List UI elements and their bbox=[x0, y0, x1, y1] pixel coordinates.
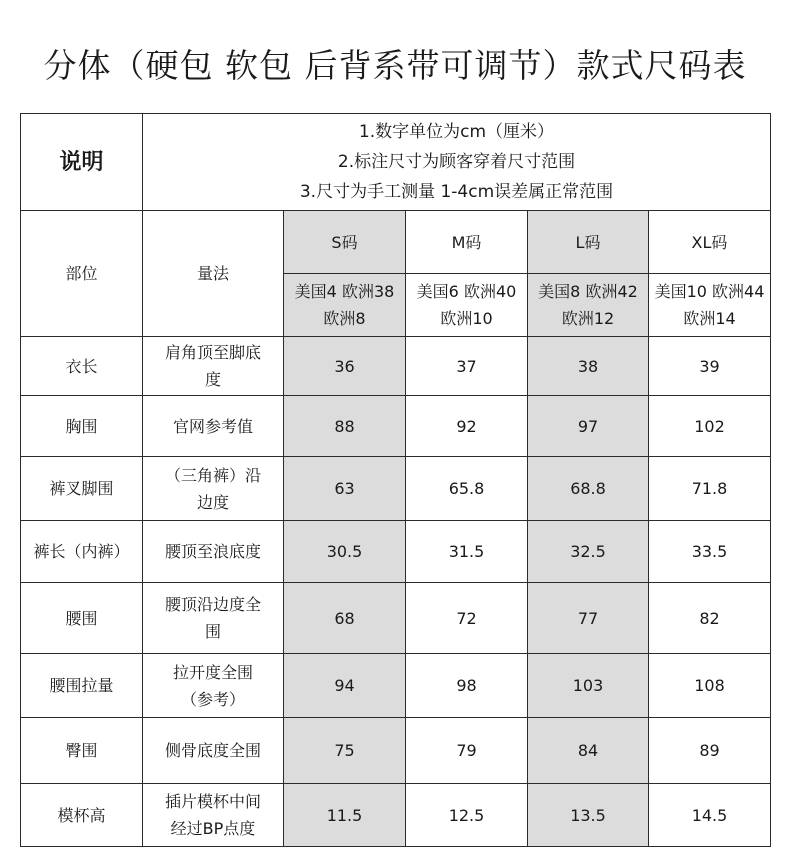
note-line: 3.尺寸为手工测量 1-4cm误差属正常范围 bbox=[299, 182, 614, 202]
intl-size-line: 欧洲12 bbox=[561, 309, 615, 328]
intl-size-line: 欧洲10 bbox=[440, 309, 493, 328]
method-line: 侧骨底度全围 bbox=[164, 741, 261, 760]
intl-size-line: 美国6 欧洲40 bbox=[416, 282, 517, 301]
value-l: 97 bbox=[528, 396, 649, 457]
size-header-xl: XL码 bbox=[649, 211, 771, 274]
value-xl: 33.5 bbox=[649, 521, 771, 583]
method-line: 插片模杯中间 bbox=[164, 792, 261, 811]
size-header-m: M码 bbox=[406, 211, 528, 274]
row-part: 腰围拉量 bbox=[21, 654, 143, 718]
row-method bbox=[143, 396, 284, 457]
value-s: 63 bbox=[284, 457, 406, 521]
value-xl: 14.5 bbox=[649, 784, 771, 847]
value-s: 75 bbox=[284, 718, 406, 784]
value-s: 30.5 bbox=[284, 521, 406, 583]
value-xl: 39 bbox=[649, 337, 771, 396]
row-part: 胸围 bbox=[21, 396, 143, 457]
method-line: 度 bbox=[204, 370, 221, 389]
row-method bbox=[143, 784, 284, 847]
row-part: 裤叉脚围 bbox=[21, 457, 143, 521]
method-line: 官网参考值 bbox=[172, 416, 253, 436]
value-xl: 102 bbox=[649, 396, 771, 457]
value-l: 84 bbox=[528, 718, 649, 784]
size-header-s: S码 bbox=[284, 211, 406, 274]
method-line: 腰顶至浪底度 bbox=[164, 542, 261, 561]
value-m: 72 bbox=[406, 583, 528, 654]
value-xl: 108 bbox=[649, 654, 771, 718]
intl-size-line: 美国8 欧洲42 bbox=[538, 282, 638, 301]
method-line: 腰顶沿边度全 bbox=[164, 595, 261, 614]
value-s: 88 bbox=[284, 396, 406, 457]
row-method bbox=[143, 337, 284, 396]
method-line: 经过BP点度 bbox=[170, 819, 256, 838]
row-part: 腰围 bbox=[21, 583, 143, 654]
row-method bbox=[143, 654, 284, 718]
value-s: 11.5 bbox=[284, 784, 406, 847]
value-m: 31.5 bbox=[406, 521, 528, 583]
value-m: 79 bbox=[406, 718, 528, 784]
value-xl: 89 bbox=[649, 718, 771, 784]
value-m: 65.8 bbox=[406, 457, 528, 521]
size-chart-table bbox=[20, 113, 771, 847]
value-s: 94 bbox=[284, 654, 406, 718]
value-m: 92 bbox=[406, 396, 528, 457]
method-line: 围 bbox=[204, 622, 221, 641]
intl-size-xl bbox=[649, 274, 771, 337]
intl-size-line: 欧洲8 bbox=[323, 309, 366, 328]
table-row bbox=[21, 521, 771, 583]
table-row bbox=[21, 457, 771, 521]
size-header-l: L码 bbox=[528, 211, 649, 274]
value-m: 98 bbox=[406, 654, 528, 718]
note-line: 2.标注尺寸为顾客穿着尺寸范围 bbox=[337, 152, 576, 172]
value-l: 77 bbox=[528, 583, 649, 654]
header-method: 量法 bbox=[143, 211, 284, 337]
value-s: 36 bbox=[284, 337, 406, 396]
method-line: 肩角顶至脚底 bbox=[164, 343, 261, 362]
header-part: 部位 bbox=[21, 211, 143, 337]
value-l: 32.5 bbox=[528, 521, 649, 583]
intl-size-l bbox=[528, 274, 649, 337]
table-row bbox=[21, 396, 771, 457]
intl-size-line: 美国10 欧洲44 bbox=[654, 282, 765, 301]
value-s: 68 bbox=[284, 583, 406, 654]
value-m: 12.5 bbox=[406, 784, 528, 847]
method-line: 拉开度全围 bbox=[172, 662, 253, 682]
value-l: 13.5 bbox=[528, 784, 649, 847]
row-part: 模杯高 bbox=[21, 784, 143, 847]
row-part: 臀围 bbox=[21, 718, 143, 784]
table-row bbox=[21, 784, 771, 847]
value-l: 38 bbox=[528, 337, 649, 396]
method-line: （三角裤）沿 bbox=[164, 465, 261, 485]
table-row bbox=[21, 654, 771, 718]
row-method bbox=[143, 521, 284, 583]
intl-size-m bbox=[406, 274, 528, 337]
value-m: 37 bbox=[406, 337, 528, 396]
page-title: 分体（硬包 软包 后背系带可调节）款式尺码表 bbox=[43, 46, 747, 85]
size-header-row bbox=[21, 211, 771, 274]
table-row bbox=[21, 583, 771, 654]
value-xl: 82 bbox=[649, 583, 771, 654]
note-line: 1.数字单位为cm（厘米） bbox=[358, 122, 555, 142]
row-part: 衣长 bbox=[21, 337, 143, 396]
notes-text bbox=[143, 114, 771, 211]
method-line: （参考） bbox=[180, 689, 245, 709]
row-method bbox=[143, 718, 284, 784]
row-method bbox=[143, 457, 284, 521]
method-line: 边度 bbox=[196, 492, 229, 512]
notes-label: 说明 bbox=[21, 114, 143, 211]
notes-row bbox=[21, 114, 771, 211]
value-xl: 71.8 bbox=[649, 457, 771, 521]
row-part: 裤长（内裤） bbox=[21, 521, 143, 583]
intl-size-line: 美国4 欧洲38 bbox=[294, 282, 395, 301]
table-row bbox=[21, 337, 771, 396]
value-l: 68.8 bbox=[528, 457, 649, 521]
value-l: 103 bbox=[528, 654, 649, 718]
intl-size-s bbox=[284, 274, 406, 337]
row-method bbox=[143, 583, 284, 654]
table-row bbox=[21, 718, 771, 784]
intl-size-line: 欧洲14 bbox=[683, 309, 736, 328]
